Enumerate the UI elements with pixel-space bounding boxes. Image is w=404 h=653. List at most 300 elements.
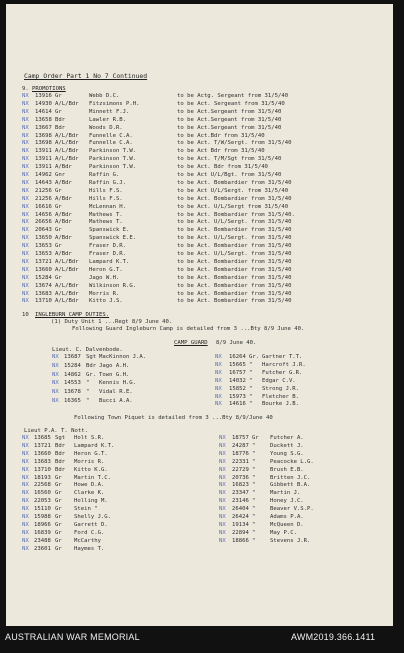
promotion-no: 14962 [35, 172, 52, 178]
guard-row-left-name: Town G.H. [99, 371, 130, 378]
promotion-pref: NX [22, 203, 29, 210]
camp-guard-date: 8/9 June 40. [216, 340, 257, 346]
picket-row-left-pref: NX [22, 435, 29, 441]
promotion-rank: Gr [55, 108, 62, 115]
guard-row-left-pref: NX [52, 371, 59, 378]
picket-row-right-name: May P.C. [270, 529, 297, 536]
picket-row-left-no: 23488 [34, 537, 51, 544]
promotion-name: Heron G.T. [89, 266, 123, 273]
promotion-action: to be Act.Sergeant from 31/5/40 [177, 124, 282, 131]
picket-row-right-rank: " [252, 442, 256, 449]
promotion-name: Lawler R.B. [89, 116, 127, 123]
picket-row-right-name: Britten J.C. [270, 474, 311, 481]
promotion-name: Funnelle C.A. [89, 140, 133, 147]
promotion-action: to be Act.Sergeant from 31/5/40 [177, 116, 282, 123]
picket-row-right-rank: " [252, 474, 256, 481]
promotion-no: 20643 [35, 227, 52, 234]
promotion-pref: NX [22, 179, 29, 186]
picket-row-left-rank: Gr [55, 537, 62, 544]
promotion-rank: Gnr [55, 172, 66, 178]
picket-row-right-name: Beaver V.S.P. [270, 506, 314, 513]
guard-row-left-name: MacKinnon J.A. [99, 354, 147, 360]
promotion-name: Wilkinson R.G. [89, 282, 137, 289]
picket-row-right-rank: " [252, 521, 256, 528]
guard-row-left-name: Jago A.H. [99, 362, 130, 369]
picket-row-left-no: 15988 [34, 514, 51, 520]
promotion-name: Hills F.S. [89, 195, 123, 202]
section-10-number: 10 [22, 312, 29, 318]
promotion-pref: NX [22, 187, 29, 194]
picket-row-right-name: Martin J. [270, 490, 301, 497]
guard-row-right-name: Gartner T.T. [262, 354, 303, 360]
promotion-rank: A/L/Bdr [55, 140, 79, 147]
promotion-name: Funnelle C.A. [89, 132, 133, 139]
picket-row-right-rank: " [252, 514, 256, 520]
promotion-action: to be Act. Bombardier from 31/5/40 [177, 274, 292, 281]
picket-row-right-pref: NX [219, 450, 226, 457]
picket-row-left-name: Haymes T. [74, 545, 105, 552]
picket-row-left-rank: Gr [55, 529, 62, 536]
promotion-pref: NX [22, 227, 29, 234]
promotion-no: 13674 [35, 282, 52, 289]
picket-row-left-rank: Gr [55, 514, 62, 520]
promotion-rank: A/Bdr [55, 235, 72, 242]
picket-row-right-name: Peacocke L.G. [270, 458, 314, 465]
picket-row-left-rank: Gr [55, 490, 62, 497]
guard-row-right-name: Fletcher B. [262, 393, 300, 400]
promotion-no: 14656 [35, 211, 52, 218]
promotion-action: to be Act. Bdr from 31/5/40 [177, 164, 268, 171]
guard-row-left-no: 13678 [64, 389, 81, 396]
camp-guard-title: CAMP GUARD [174, 340, 208, 346]
promotion-action: to be Act. Bombardier from 31/5/40 [177, 258, 292, 265]
picket-row-right-pref: NX [219, 529, 226, 536]
promotion-action: to be Act. U/L/Sergt. from 31/5/40 [177, 235, 292, 242]
picket-row-left-rank: Bdr [55, 466, 66, 473]
town-picket-line: Following Town Piquet is detailed from 3 ...Bty 8/9/June 40 [74, 415, 273, 421]
picket-row-left-no: 16560 [34, 490, 51, 497]
picket-row-left-pref: NX [22, 474, 29, 481]
guard-row-left-rank: " [86, 380, 90, 387]
promotion-pref: NX [22, 156, 29, 163]
promotion-action: to be Act. Bombardier from 31/5/40 [177, 243, 292, 250]
picket-row-left-no: 22053 [34, 498, 51, 505]
promotion-name: Jago W.H. [89, 274, 120, 281]
picket-row-left-no: 18193 [34, 474, 51, 481]
guard-row-right-pref: NX [215, 361, 222, 368]
picket-row-left-name: McCarthy [74, 537, 101, 544]
guard-row-left-no: 14553 [64, 380, 81, 387]
promotion-pref: NX [22, 251, 29, 257]
picket-row-left-rank: Sgt [55, 435, 66, 441]
promotion-pref: NX [22, 108, 29, 115]
picket-row-left-rank: Gr [55, 521, 62, 528]
guard-row-left-rank: Sgt [86, 354, 97, 360]
picket-row-right-name: McQueen D. [270, 521, 304, 528]
picket-row-right-pref: NX [219, 458, 226, 465]
picket-row-left-name: Shelly J.G. [74, 514, 112, 520]
promotion-no: 13916 [35, 93, 52, 99]
promotion-rank: Gr [55, 243, 62, 250]
promotion-no: 13660 [35, 266, 52, 273]
promotion-pref: NX [22, 93, 29, 99]
picket-row-left-no: 18966 [34, 521, 51, 528]
guard-row-left-rank: Bdr [86, 362, 97, 369]
guard-row-right-name: Bourke J.B. [262, 401, 300, 408]
picket-row-right-no: 24287 [232, 442, 249, 449]
picket-row-left-name: Heron G.T. [74, 450, 108, 457]
promotion-action: to be Act. Bombardier from 31/5/40 [177, 290, 292, 297]
promotion-rank: Gr [55, 274, 62, 281]
guard-row-left-name: Bucci A.A. [99, 398, 133, 404]
picket-row-right-no: 26404 [232, 506, 249, 513]
footer-accession-number: AWM2019.366.1411 [291, 632, 376, 642]
promotion-rank: A/Bdr [55, 219, 72, 226]
promotion-no: 14643 [35, 179, 52, 186]
picket-row-right-no: 18757 [232, 435, 249, 441]
guard-row-left-pref: NX [52, 380, 59, 387]
promotion-pref: NX [22, 274, 29, 281]
duty-line-1: (1) Duty Unit 1 ...Regt 8/9 June 40. [51, 319, 173, 325]
promotion-pref: NX [22, 172, 29, 178]
promotion-no: 13653 [35, 243, 52, 250]
promotion-no: 13721 [35, 258, 52, 265]
picket-row-right-rank: " [252, 506, 256, 513]
promotion-name: Fraser D.R. [89, 251, 127, 257]
guard-row-left-pref: NX [52, 389, 59, 396]
promotion-action: to be Act. U/L/Sergt. from 31/5/40 [177, 219, 292, 226]
promotion-name: Morris R. [89, 290, 120, 297]
guard-row-right-name: Harcroft J.R. [262, 361, 306, 368]
picket-row-left-rank: Bdr [55, 458, 66, 465]
promotion-no: 21256 [35, 195, 52, 202]
picket-row-left-no: 13710 [34, 466, 51, 473]
promotion-rank: A/L/Bdr [55, 132, 79, 139]
guard-row-left-no: 15284 [64, 362, 81, 369]
guard-row-right-no: 14616 [229, 401, 246, 408]
promotion-pref: NX [22, 282, 29, 289]
picket-row-left-pref: NX [22, 450, 29, 457]
promotion-rank: A/L/Bdr [55, 282, 79, 289]
picket-row-right-name: Brush E.B. [270, 466, 304, 473]
picket-row-left-rank: Gr [55, 498, 62, 505]
footer-attribution: AUSTRALIAN WAR MEMORIAL [5, 632, 140, 642]
guard-row-left-pref: NX [52, 398, 59, 404]
picket-row-left-rank: Bdr [55, 450, 66, 457]
promotion-no: 13698 [35, 132, 52, 139]
promotion-pref: NX [22, 211, 29, 218]
picket-row-left-pref: NX [22, 506, 29, 513]
picket-row-left-no: 13721 [34, 442, 51, 449]
guard-row-right-no: 16757 [229, 369, 246, 376]
promotion-rank: A/L/Bdr [55, 156, 79, 163]
promotion-action: to be Act. U/L/Sergt from 31/5/40 [177, 203, 289, 210]
guard-row-right-no: 14032 [229, 377, 246, 384]
promotion-action: to be Act U/L/Bgt. from 31/5/40 [177, 172, 282, 178]
promotion-action: to be Act. T/M/Sgt from 31/5/40 [177, 156, 282, 163]
picket-row-left-pref: NX [22, 482, 29, 489]
promotion-pref: NX [22, 148, 29, 155]
promotion-rank: A/L/Bdr [55, 148, 79, 155]
guard-row-right-pref: NX [215, 401, 222, 408]
picket-row-right-rank: Gr [252, 435, 259, 441]
promotion-action: to be Act.Bdr from 31/5/40 [177, 132, 265, 139]
picket-row-left-name: Stein " [74, 506, 98, 513]
promotion-no: 13911 [35, 148, 52, 155]
picket-row-left-no: 23601 [34, 545, 51, 552]
promotion-rank: Bdr [55, 124, 66, 131]
guard-row-left-no: 13687 [64, 354, 81, 360]
duty-line-2: Following Guard Ingleburn Camp is detailed from 3 ...Bty 8/9 June 40. [72, 326, 305, 332]
guard-row-right-rank: " [249, 377, 253, 384]
promotion-rank: A/Bdr [55, 251, 72, 257]
picket-row-left-no: 13660 [34, 450, 51, 457]
picket-row-left-name: Martin T.C. [74, 474, 112, 481]
picket-row-right-pref: NX [219, 506, 226, 513]
promotion-no: 15284 [35, 274, 52, 281]
promotion-pref: NX [22, 195, 29, 202]
promotion-action: to be Act. U/L/Sergt. from 31/5/40 [177, 251, 292, 257]
guard-row-right-no: 16264 [229, 354, 246, 360]
promotion-action: to be Act.Sergeant from 31/5/40 [177, 108, 282, 115]
guard-row-right-pref: NX [215, 385, 222, 392]
promotion-rank: A/L/Bdr [55, 266, 79, 273]
picket-row-right-no: 22331 [232, 458, 249, 465]
promotion-action: to be Act Bdr from 31/5/40 [177, 148, 265, 155]
promotion-name: Woods D.R. [89, 124, 123, 131]
picket-row-right-rank: " [252, 466, 256, 473]
guard-row-right-no: 15665 [229, 361, 246, 368]
promotion-pref: NX [22, 100, 29, 107]
promotion-pref: NX [22, 116, 29, 123]
promotion-no: 13911 [35, 164, 52, 171]
promotion-pref: NX [22, 290, 29, 297]
promotion-name: McLennan H. [89, 203, 127, 210]
promotion-rank: Bdr [55, 116, 66, 123]
promotion-name: Mathews T. [89, 211, 123, 218]
promotion-action: to be Act. Bombardier from 31/5/40 [177, 179, 292, 186]
picket-row-left-no: 16839 [34, 529, 51, 536]
promotion-name: Webb D.C. [89, 93, 120, 99]
promotion-action: to be Act. Bombardier from 31/5/40 [177, 227, 292, 234]
promotion-rank: A/Bdr [55, 195, 72, 202]
picket-row-right-rank: " [252, 482, 256, 489]
promotion-no: 26656 [35, 219, 52, 226]
guard-row-right-name: Futcher G.R. [262, 369, 303, 376]
picket-row-right-name: Futcher A. [270, 435, 304, 441]
picket-row-right-pref: NX [219, 482, 226, 489]
guard-row-left-no: 16365 [64, 398, 81, 404]
promotion-no: 13650 [35, 235, 52, 242]
picket-row-right-name: Honey J.C. [270, 498, 304, 505]
picket-row-left-name: Morris R. [74, 458, 105, 465]
promotion-no: 13911 [35, 156, 52, 163]
promotion-name: Raffin G.J. [89, 179, 127, 186]
picket-row-left-pref: NX [22, 498, 29, 505]
guard-row-right-name: Strong J.R. [262, 385, 300, 392]
promotion-name: Parkinson T.W. [89, 156, 137, 163]
picket-row-right-no: 18866 [232, 537, 249, 544]
picket-row-left-pref: NX [22, 529, 29, 536]
picket-row-left-pref: NX [22, 545, 29, 552]
promotion-action: to be Act. Sergeant from 31/5/40 [177, 100, 285, 107]
picket-row-right-pref: NX [219, 537, 226, 544]
promotion-name: Raffin G. [89, 172, 120, 178]
picket-row-left-name: Ford C.G. [74, 529, 105, 536]
section-9-number: 9. [22, 86, 29, 92]
picket-row-right-pref: NX [219, 490, 226, 497]
promotion-action: to be Act U/L/Sergt. from 31/5/40 [177, 187, 289, 194]
promotion-no: 14930 [35, 100, 52, 107]
guard-row-right-rank: " [249, 361, 253, 368]
picket-row-right-no: 22729 [232, 466, 249, 473]
promotion-no: 13658 [35, 116, 52, 123]
promotion-pref: NX [22, 235, 29, 242]
promotion-no: 13667 [35, 124, 52, 131]
picket-row-right-pref: NX [219, 514, 226, 520]
promotion-name: Fraser D.R. [89, 243, 127, 250]
guard-row-left-name: Vidal R.E. [99, 389, 133, 396]
guard-row-left-rank: " [86, 398, 90, 404]
guard-row-right-no: 15852 [229, 385, 246, 392]
promotion-pref: NX [22, 258, 29, 265]
picket-row-right-pref: NX [219, 442, 226, 449]
picket-row-right-name: Gibbett B.A. [270, 482, 311, 489]
guard-row-right-pref: NX [215, 393, 222, 400]
promotion-pref: NX [22, 219, 29, 226]
guard-row-right-pref: NX [215, 377, 222, 384]
picket-row-right-name: Duckett J. [270, 442, 304, 449]
picket-row-right-no: 23347 [232, 490, 249, 497]
promotion-action: to be Actg. Sergeant from 31/5/40 [177, 93, 289, 99]
picket-row-right-no: 19134 [232, 521, 249, 528]
guard-row-left-pref: NX [52, 362, 59, 369]
promotion-name: Kitto J.S. [89, 298, 123, 305]
picket-row-right-no: 20736 [232, 474, 249, 481]
promotion-rank: A/L/Bdr [55, 290, 79, 297]
guard-row-left-name: Kennis H.G. [99, 380, 137, 387]
picket-officer: Lieut P.A. T. Nott. [24, 428, 88, 434]
promotion-name: Spanswick E.E. [89, 235, 137, 242]
picket-row-right-rank: " [252, 537, 256, 544]
guard-row-right-rank: " [249, 401, 253, 408]
picket-row-left-pref: NX [22, 521, 29, 528]
picket-row-left-name: Garrett D. [74, 521, 108, 528]
promotion-pref: NX [22, 132, 29, 139]
picket-row-left-name: Clarke K. [74, 490, 105, 497]
promotion-name: Parkinson T.W. [89, 148, 137, 155]
promotion-action: to be Act. Bombardier from 31/5/40 [177, 282, 292, 289]
promotion-pref: NX [22, 140, 29, 147]
picket-row-left-no: 22568 [34, 482, 51, 489]
guard-row-right-rank: Gr. [249, 354, 260, 360]
picket-row-right-rank: " [252, 450, 256, 457]
picket-row-right-pref: NX [219, 474, 226, 481]
picket-row-left-no: 15110 [34, 506, 51, 513]
picket-row-left-pref: NX [22, 466, 29, 473]
guard-row-right-pref: NX [215, 369, 222, 376]
promotion-rank: A/Bdr [55, 211, 72, 218]
picket-row-left-name: Howe D.A. [74, 482, 105, 489]
picket-row-left-no: 13685 [34, 435, 51, 441]
picket-row-left-name: Holling M. [74, 498, 108, 505]
picket-row-right-no: 16823 [232, 482, 249, 489]
promotion-rank: A/L/Bdr [55, 258, 79, 265]
guard-row-right-rank: " [249, 369, 253, 376]
promotion-rank: A/Bdr [55, 179, 72, 186]
promotion-pref: NX [22, 164, 29, 171]
promotion-no: 14614 [35, 108, 52, 115]
picket-row-right-no: 26424 [232, 514, 249, 520]
picket-row-right-name: Adams P.A. [270, 514, 304, 520]
promotion-rank: Gr [55, 187, 62, 194]
picket-row-right-name: Young S.G. [270, 450, 304, 457]
picket-row-right-no: 18776 [232, 450, 249, 457]
section-10-title: INGLEBURN CAMP DUTIES. [35, 312, 110, 318]
picket-row-right-rank: " [252, 458, 256, 465]
guard-row-right-rank: " [249, 385, 253, 392]
guard-row-right-rank: " [249, 393, 253, 400]
promotion-action: to be Act. Bombardier from 31/5/40 [177, 266, 292, 273]
promotion-no: 13710 [35, 298, 52, 305]
promotion-no: 13653 [35, 251, 52, 257]
picket-row-right-rank: " [252, 490, 256, 497]
picket-row-left-rank: Gr [55, 545, 62, 552]
picket-row-left-name: Holt S.R. [74, 435, 105, 441]
picket-row-left-name: Kitto K.G. [74, 466, 108, 473]
promotion-name: Fitzsimons P.H. [89, 100, 140, 107]
promotion-no: 13683 [35, 290, 52, 297]
promotion-pref: NX [22, 243, 29, 250]
guard-row-right-no: 15973 [229, 393, 246, 400]
picket-row-right-pref: NX [219, 435, 226, 441]
promotion-no: 16616 [35, 203, 52, 210]
document-page [6, 4, 393, 626]
picket-row-right-no: 22894 [232, 529, 249, 536]
guard-row-right-name: Edgar C.V. [262, 377, 296, 384]
guard-row-left-no: 14862 [64, 371, 81, 378]
picket-row-left-rank: Gr [55, 482, 62, 489]
picket-row-left-pref: NX [22, 514, 29, 520]
picket-row-right-pref: NX [219, 466, 226, 473]
guard-row-left-rank: " [86, 389, 90, 396]
promotion-action: to be Act. Bombardier from 31/5/40 [177, 195, 292, 202]
section-9-title: PROMOTIONS [32, 86, 66, 92]
promotion-pref: NX [22, 298, 29, 305]
document-heading: Camp Order Part 1 No 7 Continued [24, 72, 148, 80]
guard-row-left-rank: Gr. [86, 371, 97, 378]
promotion-rank: A/L/Bdr [55, 298, 79, 305]
promotion-pref: NX [22, 124, 29, 131]
picket-row-right-name: Stevens J.R. [270, 537, 311, 544]
promotion-rank: Gr [55, 203, 62, 210]
promotion-rank: A/L/Bdr [55, 100, 79, 107]
promotion-action: to be Act. Bombardier from 31/5/40 [177, 298, 292, 305]
picket-row-right-pref: NX [219, 498, 226, 505]
promotion-pref: NX [22, 266, 29, 273]
guard-officer: Lieut. C. Dalvenbode. [52, 347, 123, 353]
picket-row-right-rank: " [252, 498, 256, 505]
picket-row-right-pref: NX [219, 521, 226, 528]
guard-row-left-pref: NX [52, 354, 59, 360]
promotion-no: 13698 [35, 140, 52, 147]
promotion-name: Mathews T. [89, 219, 123, 226]
promotion-rank: A/Bdr [55, 164, 72, 171]
picket-row-left-pref: NX [22, 490, 29, 497]
promotion-rank: Gr [55, 227, 62, 234]
promotion-rank: Gr [55, 93, 62, 99]
picket-row-left-pref: NX [22, 458, 29, 465]
